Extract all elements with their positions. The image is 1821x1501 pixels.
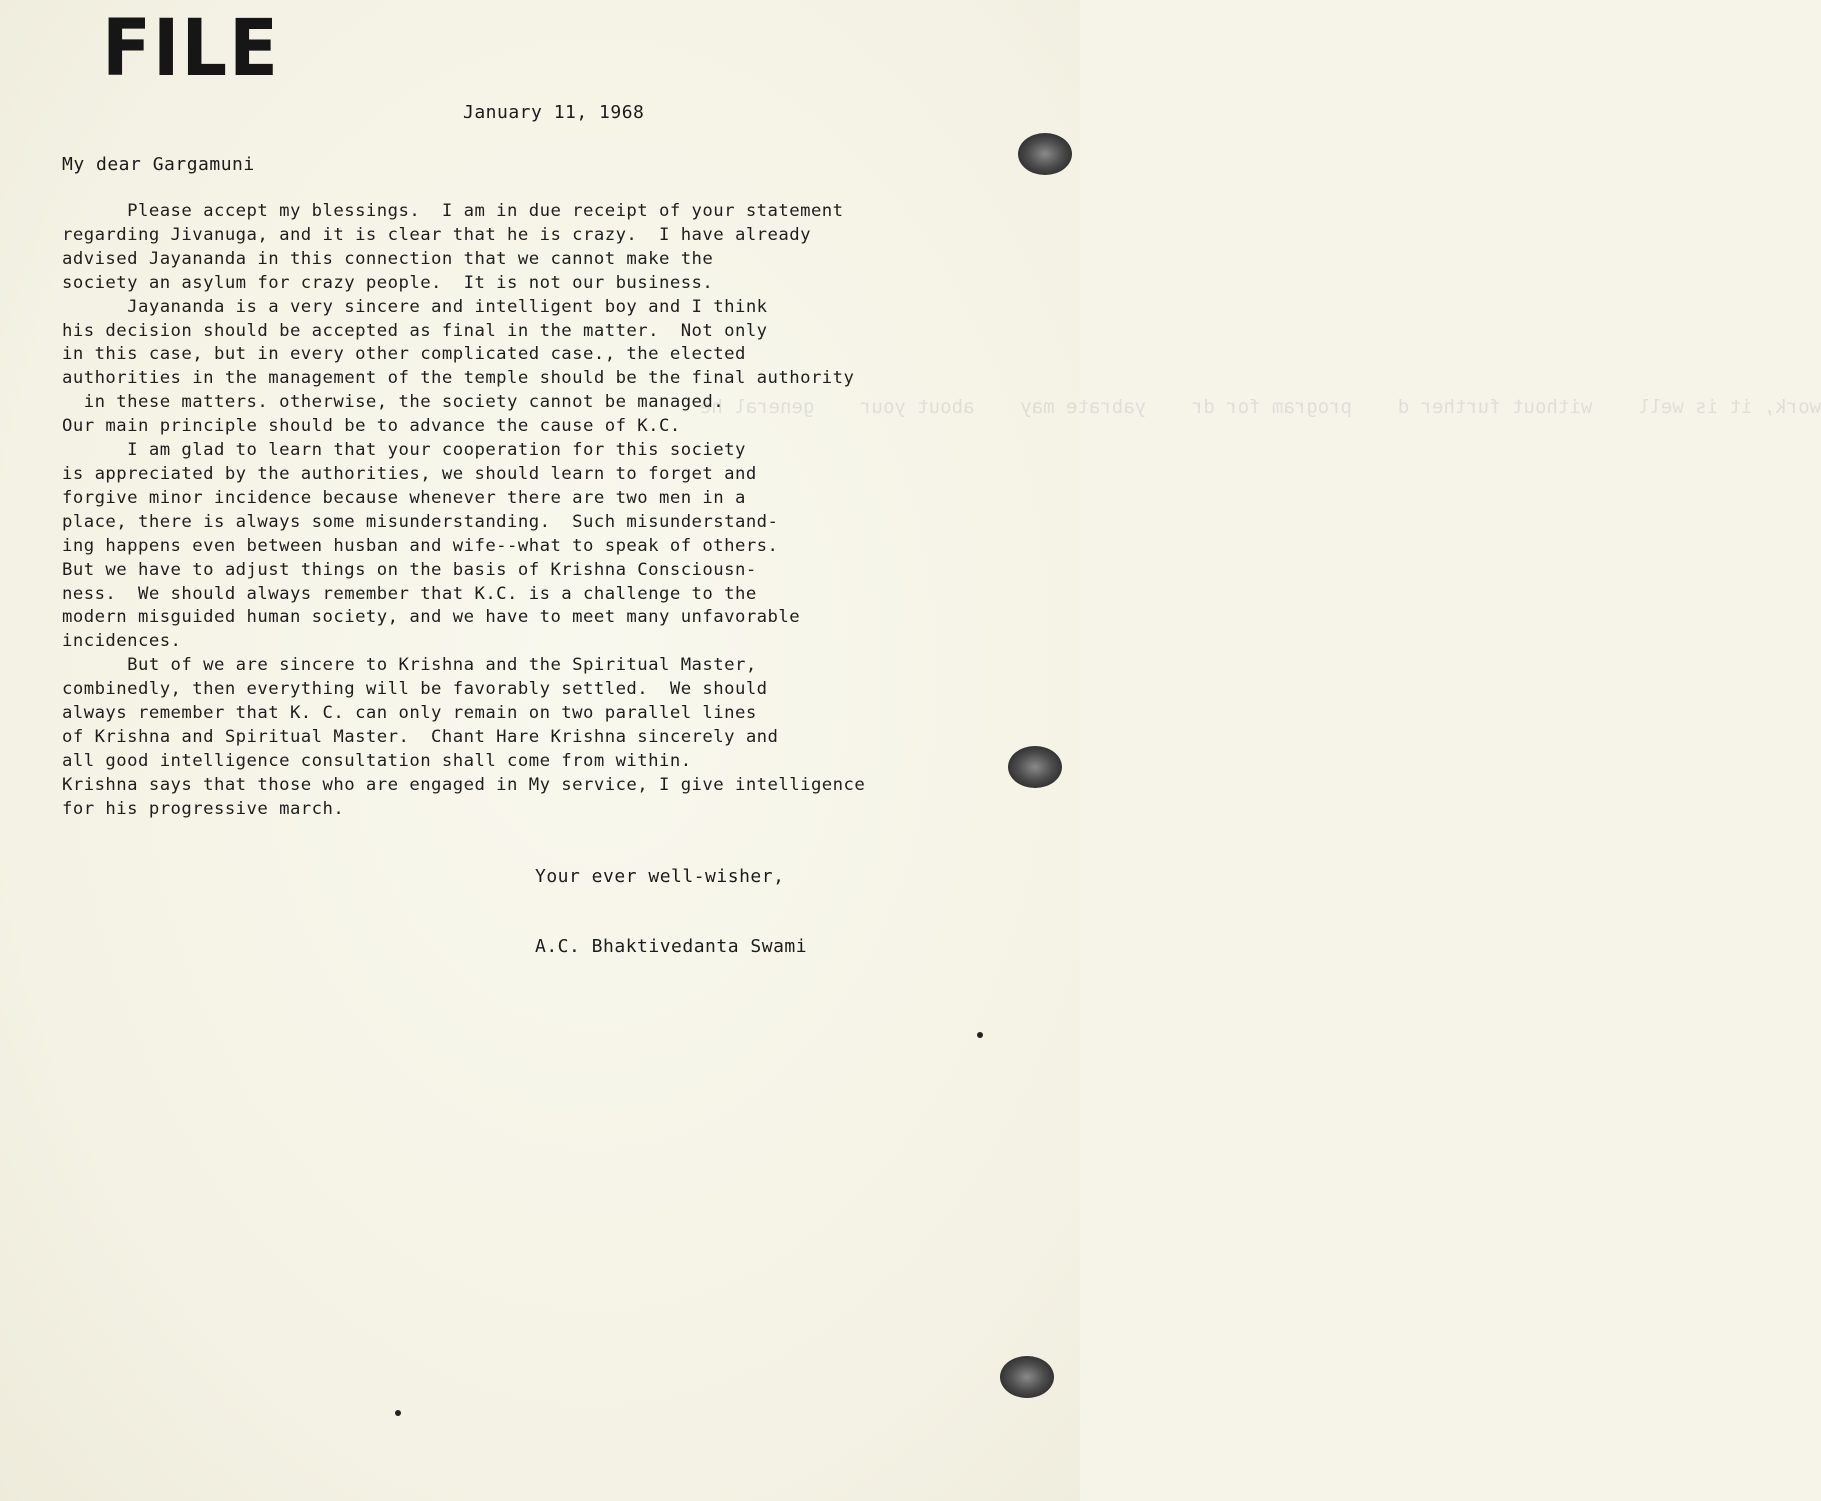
body-line: authorities in the management of the temple should be the final authority <box>62 368 855 389</box>
punch-hole-middle <box>1008 746 1062 788</box>
body-line: modern misguided human society, and we have to meet many unfavorable <box>62 607 801 628</box>
body-line: I am glad to learn that your cooperation for this society <box>62 440 746 461</box>
body-line: forgive minor incidence because whenever there are two men in a <box>62 487 746 508</box>
body-line: regarding Jivanuga, and it is clear that he is crazy. I have already <box>62 224 811 245</box>
speck <box>395 1410 401 1416</box>
speck <box>977 1032 983 1038</box>
punch-hole-top <box>1018 133 1072 175</box>
body-line: his decision should be accepted as final in the matter. Not only <box>62 320 768 341</box>
bleed-through-text: work, it is well without further d program for dr yabrate may about your general he <box>700 396 1821 418</box>
body-line: But we have to adjust things on the basis of Krishna Consciousn- <box>62 559 757 580</box>
body-line: in this case, but in every other complicated case., the elected <box>62 344 746 365</box>
body-line: always remember that K. C. can only remain on two parallel lines <box>62 703 757 724</box>
letter-body <box>62 200 992 822</box>
salutation: My dear Gargamuni <box>62 154 255 175</box>
body-line: is appreciated by the authorities, we should learn to forget and <box>62 463 757 484</box>
body-line: advised Jayananda in this connection that we cannot make the <box>62 248 714 269</box>
body-line: Our main principle should be to advance the cause of K.C. <box>62 416 681 437</box>
body-line: place, there is always some misunderstanding. Such misunderstand- <box>62 511 779 532</box>
signature: A.C. Bhaktivedanta Swami <box>535 936 808 957</box>
body-line: Jayananda is a very sincere and intelligent boy and I think <box>62 296 768 317</box>
body-line: for his progressive march. <box>62 798 345 819</box>
body-line: in these matters. otherwise, the society cannot be managed. <box>62 392 725 413</box>
body-line: of Krishna and Spiritual Master. Chant Hare Krishna sincerely and <box>62 726 779 747</box>
body-line: combinedly, then everything will be favorably settled. We should <box>62 679 768 700</box>
body-line: Please accept my blessings. I am in due receipt of your statement <box>62 201 844 221</box>
punch-hole-bottom <box>1000 1356 1054 1398</box>
letter-date: January 11, 1968 <box>463 102 645 123</box>
body-line: ing happens even between husban and wife--what to speak of others. <box>62 535 779 556</box>
body-line: But of we are sincere to Krishna and the Spiritual Master, <box>62 655 757 676</box>
body-line: Krishna says that those who are engaged in My service, I give intelligence <box>62 774 866 795</box>
body-line: all good intelligence consultation shall come from within. <box>62 750 692 771</box>
file-stamp: FILE <box>102 4 280 94</box>
closing: Your ever well-wisher, <box>535 866 785 887</box>
body-line: ness. We should always remember that K.C. is a challenge to the <box>62 583 757 604</box>
body-line: incidences. <box>62 631 182 652</box>
body-line: society an asylum for crazy people. It is not our business. <box>62 272 714 293</box>
